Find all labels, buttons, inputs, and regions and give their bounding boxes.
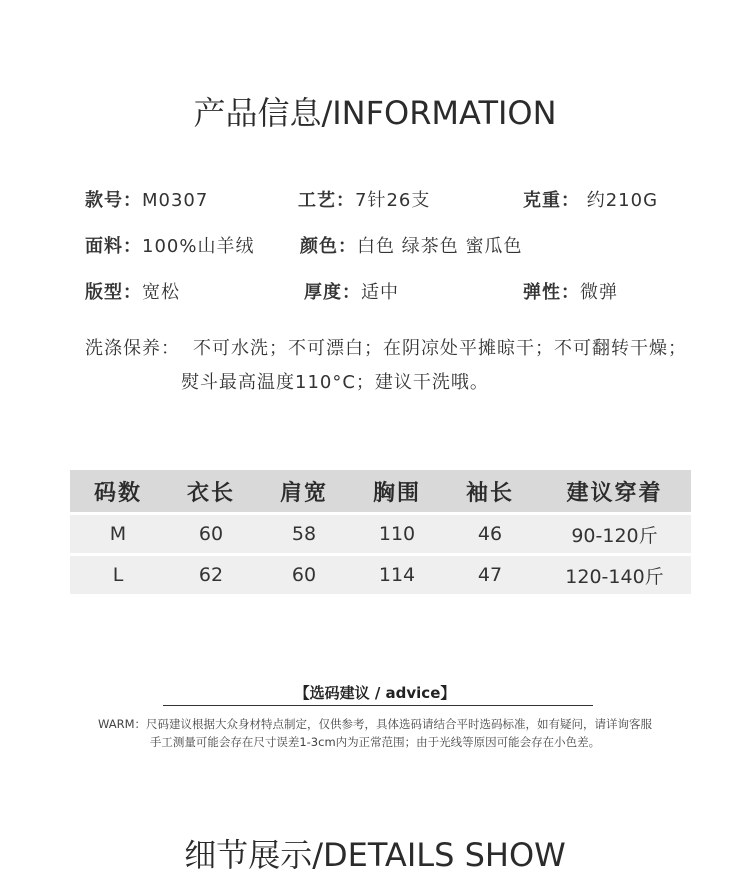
header-length: 衣长 xyxy=(166,470,256,514)
spec-color xyxy=(300,232,522,258)
table-row xyxy=(70,555,691,595)
cell-recommended: 120-140斤 xyxy=(538,555,691,595)
cell-length: 62 xyxy=(166,555,256,595)
cell-shoulder: 60 xyxy=(256,555,352,595)
info-title: 产品信息/INFORMATION xyxy=(193,94,557,132)
spec-style-no-key: 款号： xyxy=(85,190,142,211)
spec-style-no xyxy=(85,186,208,212)
cell-size: M xyxy=(70,514,166,555)
spec-thickness-value: 适中 xyxy=(361,282,399,303)
header-shoulder: 肩宽 xyxy=(256,470,352,514)
spec-craft-value: 7针26支 xyxy=(355,190,431,211)
care-line-1: 不可水洗；不可漂白；在阴凉处平摊晾干；不可翻转干燥； xyxy=(193,338,687,359)
spec-color-key: 颜色： xyxy=(300,236,357,257)
care-label: 洗涤保养： xyxy=(85,338,180,359)
spec-fabric-key: 面料： xyxy=(85,236,142,257)
header-chest: 胸围 xyxy=(352,470,442,514)
spec-craft xyxy=(298,186,430,212)
cell-chest: 110 xyxy=(352,514,442,555)
spec-fabric xyxy=(85,232,254,258)
spec-weight-key: 克重： xyxy=(523,190,580,211)
spec-weight-value: 约210G xyxy=(580,190,659,211)
cell-shoulder: 58 xyxy=(256,514,352,555)
spec-craft-key: 工艺： xyxy=(298,190,355,211)
size-table-header xyxy=(70,470,691,514)
spec-fit-value: 宽松 xyxy=(142,282,180,303)
cell-length: 60 xyxy=(166,514,256,555)
spec-elasticity xyxy=(523,278,618,304)
cell-recommended: 90-120斤 xyxy=(538,514,691,555)
spec-weight xyxy=(523,186,658,212)
header-sleeve: 袖长 xyxy=(442,470,538,514)
header-recommended: 建议穿着 xyxy=(538,470,691,514)
header-size: 码数 xyxy=(70,470,166,514)
table-row xyxy=(70,514,691,555)
care-line-2: 熨斗最高温度110°C；建议干洗哦。 xyxy=(181,372,489,393)
spec-thickness xyxy=(304,278,399,304)
spec-elasticity-key: 弹性： xyxy=(523,282,580,303)
size-table xyxy=(70,470,691,594)
details-title: 细节展示/DETAILS SHOW xyxy=(184,836,566,874)
spec-fit xyxy=(85,278,180,304)
advice-divider xyxy=(163,705,593,706)
spec-thickness-key: 厚度： xyxy=(304,282,361,303)
spec-fabric-value: 100%山羊绒 xyxy=(142,236,255,257)
cell-size: L xyxy=(70,555,166,595)
cell-sleeve: 47 xyxy=(442,555,538,595)
spec-fit-key: 版型： xyxy=(85,282,142,303)
spec-style-no-value: M0307 xyxy=(142,190,209,211)
advice-warning-line-2: 手工测量可能会存在尺寸误差1-3cm内为正常范围；由于光线等原因可能会存在小色差。 xyxy=(149,735,601,749)
cell-sleeve: 46 xyxy=(442,514,538,555)
spec-color-value: 白色 绿茶色 蜜瓜色 xyxy=(357,236,523,257)
advice-warning-line-1: WARM：尺码建议根据大众身材特点制定，仅供参考，具体选码请结合平时选码标准，如有疑问，请详询客服 xyxy=(97,717,653,731)
advice-title: 【选码建议 / advice】 xyxy=(294,684,456,702)
spec-elasticity-value: 微弹 xyxy=(580,282,618,303)
cell-chest: 114 xyxy=(352,555,442,595)
